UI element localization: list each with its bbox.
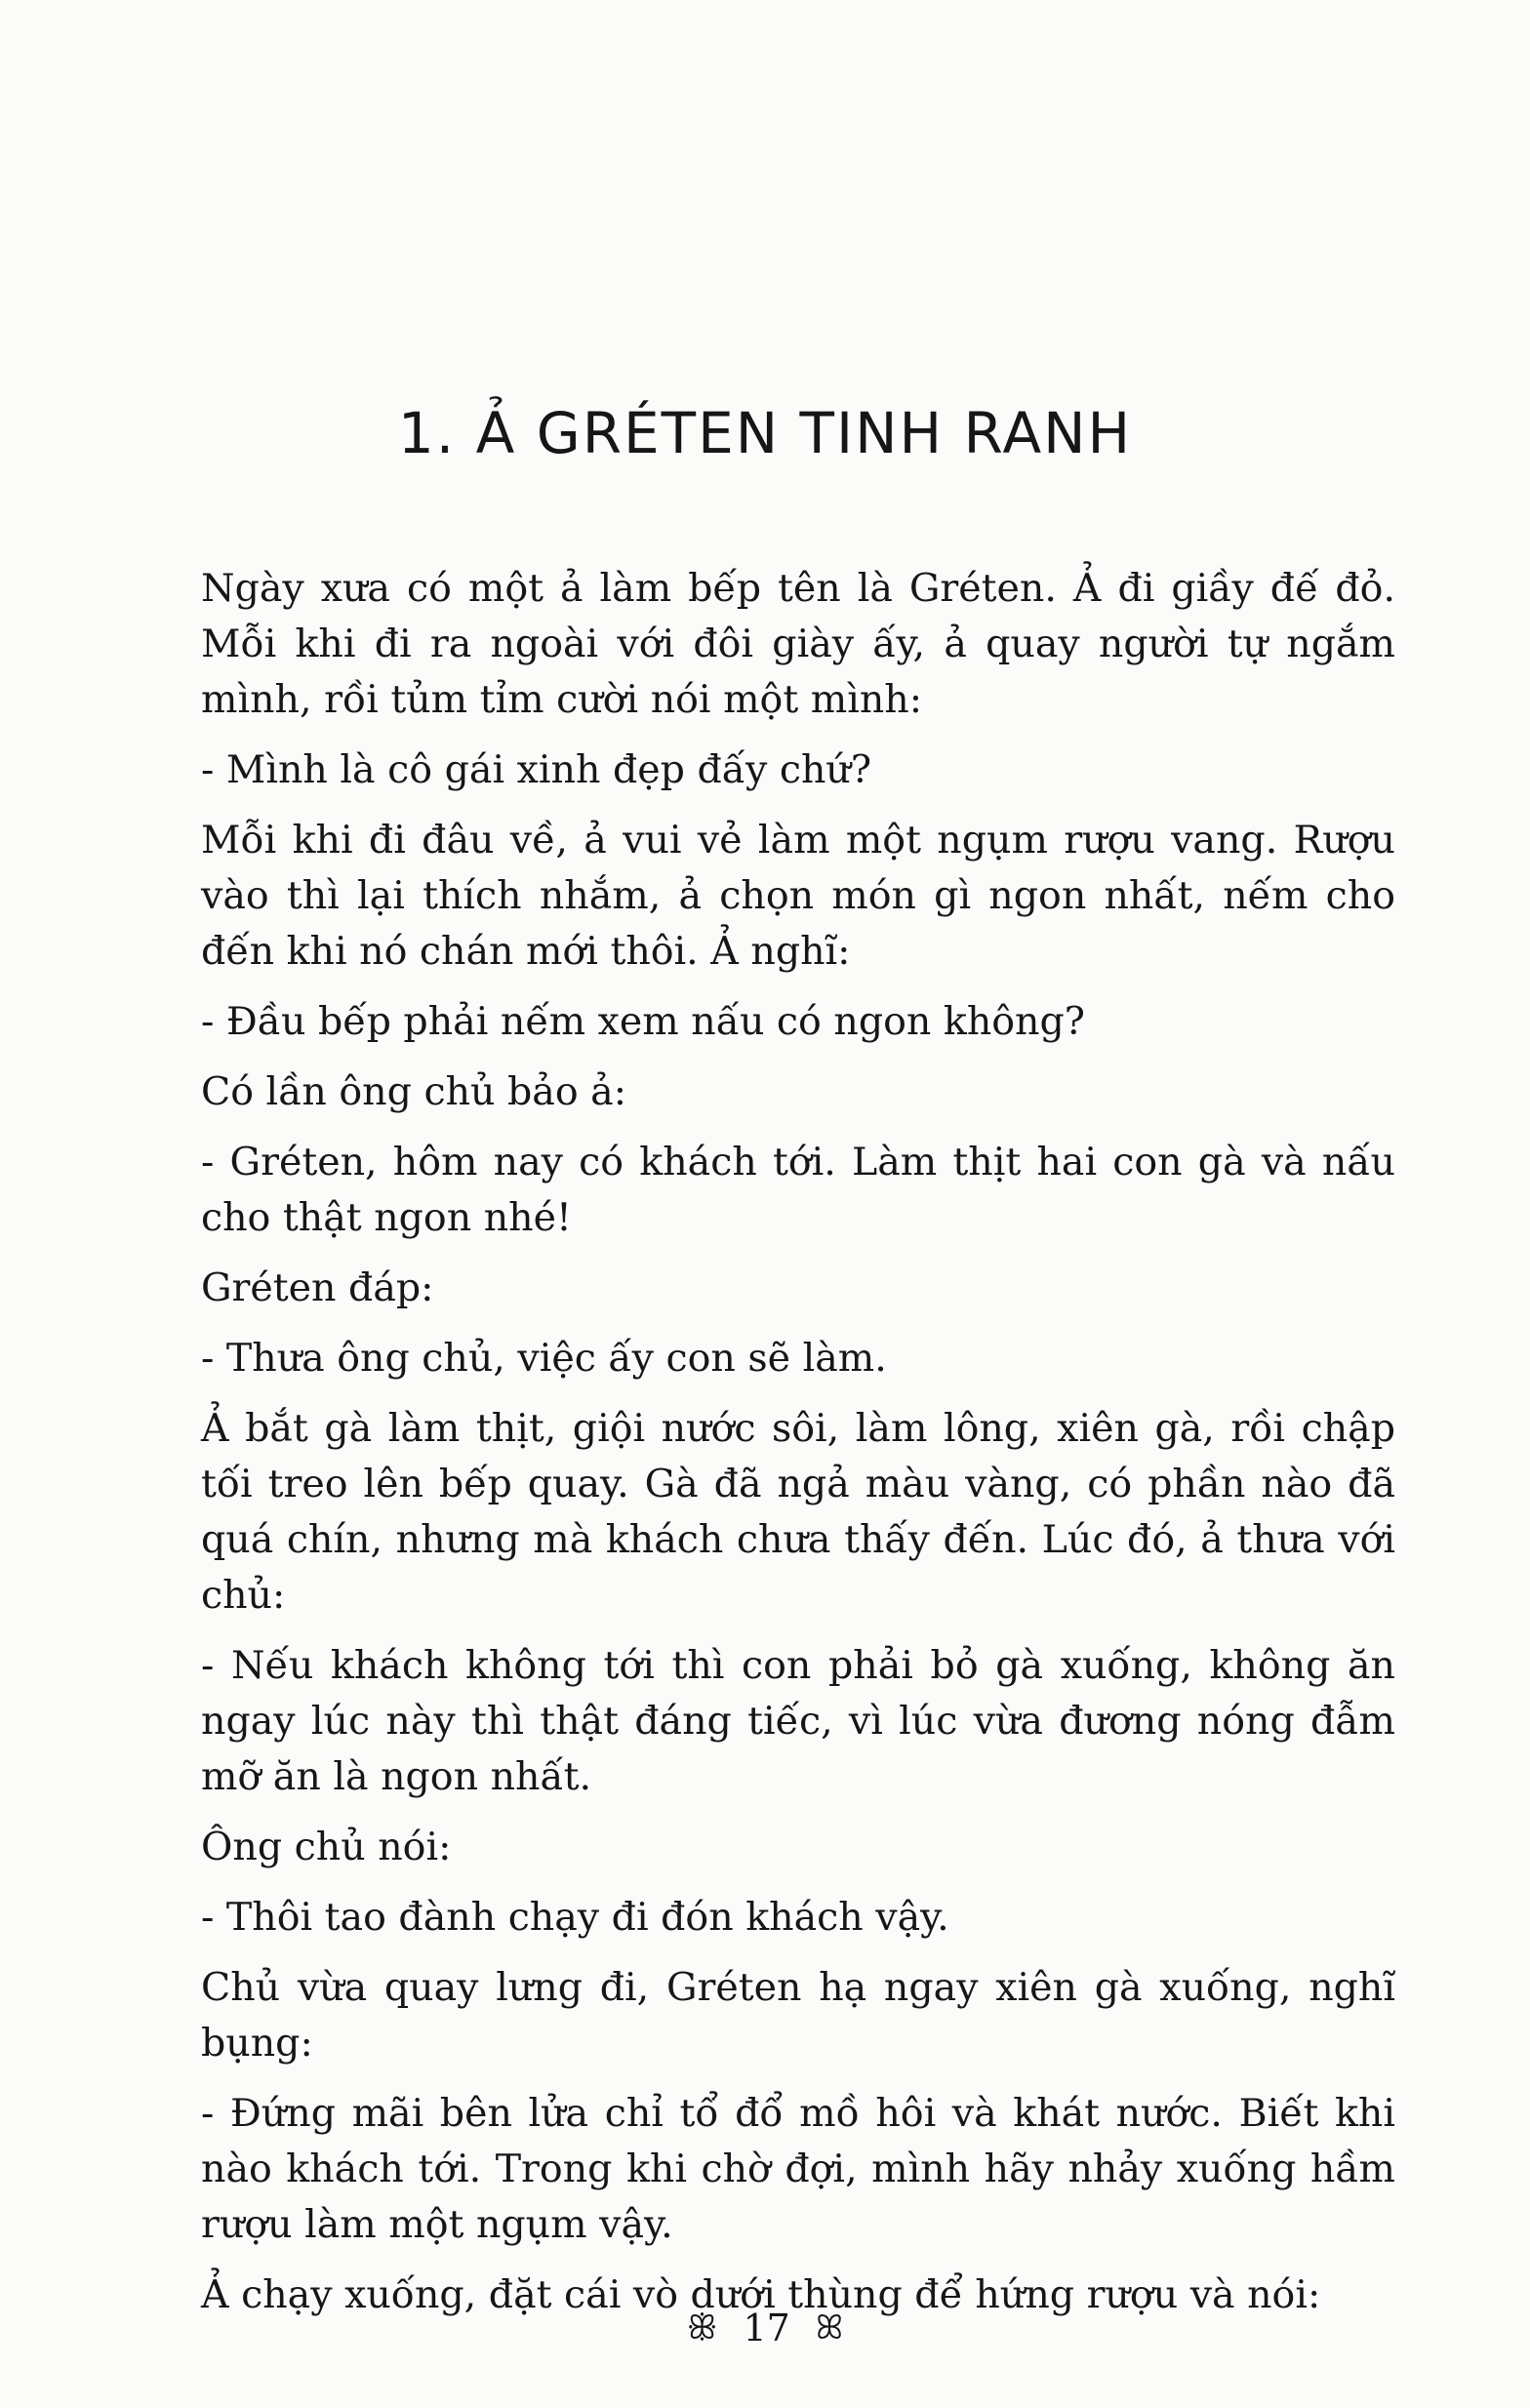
paragraph: Ả bắt gà làm thịt, giội nước sôi, làm lông, xiên gà, rồi chập tối treo lên bếp quay. Gà đã ngả màu vàng, có phần nào đã quá chín, nhưng mà khách chưa thấy đến. Lúc đó, ả thưa với chủ: [201,1406,1395,1618]
chapter-title: 1. Ả GRÉTEN TINH RANH [397,400,1133,466]
paragraph: - Đầu bếp phải nếm xem nấu có ngon không? [201,999,1085,1044]
paragraph: - Thưa ông chủ, việc ấy con sẽ làm. [201,1336,887,1381]
paragraph: Ông chủ nói: [201,1825,452,1869]
paragraph: Ả chạy xuống, đặt cái vò dưới thùng để hứng rượu và nói: [201,2272,1321,2317]
paragraph: Có lần ông chủ bảo ả: [201,1069,627,1114]
paragraph: Mỗi khi đi đâu về, ả vui vẻ làm một ngụm rượu vang. Rượu vào thì lại thích nhắm, ả chọn món gì ngon nhất, nếm cho đến khi nó chán mới thôi. Ả nghĩ: [201,818,1395,974]
paragraph: - Thôi tao đành chạy đi đón khách vậy. [201,1895,949,1940]
ornament-right-icon: ꕤ [815,2308,844,2348]
paragraph: - Gréten, hôm nay có khách tới. Làm thịt hai con gà và nấu cho thật ngon nhé! [201,1140,1395,1240]
paragraph: Gréten đáp: [201,1265,434,1310]
paragraph: - Đứng mãi bên lửa chỉ tổ đổ mồ hôi và khát nước. Biết khi nào khách tới. Trong khi chờ đợi, mình hãy nhảy xuống hầm rượu làm một ngụm vậy. [201,2091,1395,2247]
paragraph: Chủ vừa quay lưng đi, Gréten hạ ngay xiên gà xuống, nghĩ bụng: [201,1965,1395,2066]
body-text [201,561,1395,2338]
page-footer [0,2303,1530,2349]
paragraph: Ngày xưa có một ả làm bếp tên là Gréten. Ả đi giầy đế đỏ. Mỗi khi đi ra ngoài với đôi giày ấy, ả quay người tự ngắm mình, rồi tủm tỉm cười nói một mình: [201,566,1395,722]
ornament-left-icon: ꕥ [686,2308,718,2348]
paragraph: - Nếu khách không tới thì con phải bỏ gà xuống, không ăn ngay lúc này thì thật đáng tiếc, vì lúc vừa đương nóng đẫm mỡ ăn là ngon nhất. [201,1643,1395,1799]
page-number: 17 [743,2306,790,2349]
paragraph: - Mình là cô gái xinh đẹp đấy chứ? [201,747,872,792]
